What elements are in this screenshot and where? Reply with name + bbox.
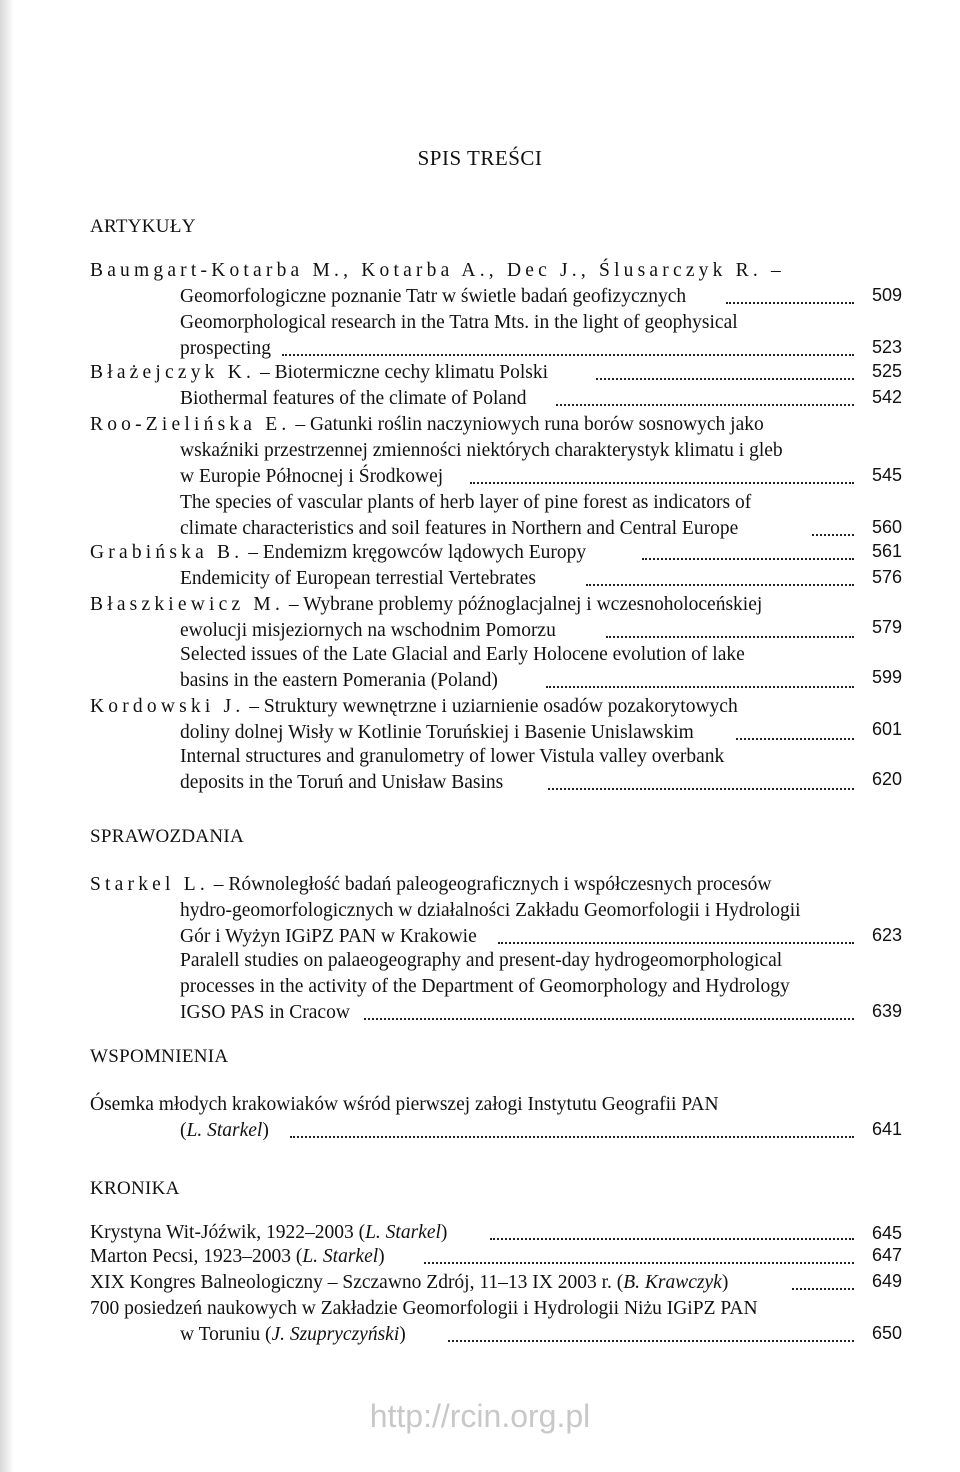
- dot-leader: [448, 1322, 854, 1348]
- page-number: 525: [872, 361, 903, 381]
- article-title-en: prospecting: [180, 338, 271, 359]
- dot-leader: [726, 284, 854, 310]
- dash-separator: –: [255, 362, 275, 383]
- memory-title: Ósemka młodych krakowiaków wśród pierwszej załogi Instytutu Geografii PAN: [90, 1094, 719, 1115]
- dot-leader: [470, 464, 854, 490]
- article-title-en: Geomorphological research in the Tatra Mts. in the light of geophysical: [180, 312, 738, 333]
- article-title-pl: Endemizm kręgowców lądowych Europy: [262, 542, 587, 563]
- paren-close: ): [399, 1324, 406, 1345]
- dot-leader: [282, 336, 854, 362]
- section-heading-reports: SPRAWOZDANIA: [90, 826, 245, 847]
- page-number: 601: [872, 719, 903, 739]
- article-title-en: Biothermal features of the climate of Poland: [180, 388, 527, 409]
- report-entry: [90, 872, 772, 898]
- paren-open: (: [180, 1120, 187, 1141]
- page-number: 599: [872, 667, 903, 687]
- author-names: Błaszkiewicz M.: [90, 594, 285, 615]
- dash-separator: –: [761, 260, 785, 281]
- page-number: 641: [872, 1119, 903, 1139]
- chronicle-entry: 700 posiedzeń naukowych w Zakładzie Geomorfologii i Hydrologii Niżu IGiPZ PAN: [90, 1298, 758, 1319]
- dot-leader: [792, 1270, 854, 1296]
- article-title-en: climate characteristics and soil features in Northern and Central Europe: [180, 518, 739, 539]
- dot-leader: [642, 540, 854, 566]
- article-title-pl: Biotermiczne cechy klimatu Polski: [274, 362, 549, 383]
- page-number: 650: [872, 1323, 903, 1343]
- paren-close: ): [262, 1120, 269, 1141]
- report-title-pl: Równoległość badań paleogeograficznych i współczesnych procesów: [228, 874, 772, 895]
- page-number: 649: [872, 1271, 903, 1291]
- dash-separator: –: [290, 414, 310, 435]
- section-heading-memories: WSPOMNIENIA: [90, 1046, 229, 1067]
- author-names: Starkel L.: [90, 874, 209, 895]
- chronicle-entry-continuation: [180, 1322, 406, 1348]
- page-number: 561: [872, 541, 903, 561]
- report-title-pl: hydro-geomorfologicznych w działalności Zakładu Geomorfologii i Hydrologii: [180, 900, 801, 921]
- author-names: B. Krawczyk: [623, 1272, 722, 1293]
- page-number: 620: [872, 769, 903, 789]
- article-title-en: Endemicity of European terrestial Vertebrates: [180, 568, 536, 589]
- page-number: 579: [872, 617, 903, 637]
- entry-text: Marton Pecsi, 1923–2003 (: [90, 1246, 303, 1267]
- scan-edge-shadow: [0, 0, 14, 1472]
- memory-author-line: [180, 1118, 269, 1144]
- dot-leader: [556, 386, 854, 412]
- dot-leader: [546, 668, 854, 694]
- author-names: L. Starkel: [365, 1222, 441, 1243]
- dash-separator: –: [284, 594, 304, 615]
- author-names: L. Starkel: [186, 1120, 263, 1141]
- article-entry: [90, 412, 764, 438]
- page-number: 523: [872, 337, 903, 357]
- page-title: SPIS TREŚCI: [417, 146, 543, 170]
- dot-leader: [490, 1220, 854, 1246]
- page-number: 576: [872, 567, 903, 587]
- entry-text: Krystyna Wit-Jóźwik, 1922–2003 (: [90, 1222, 366, 1243]
- page-number: 542: [872, 387, 903, 407]
- article-title-pl: ewolucji misjeziornych na wschodnim Pomorzu: [180, 620, 556, 641]
- article-entry: [90, 540, 586, 566]
- dot-leader: [606, 618, 854, 644]
- dot-leader: [498, 924, 854, 950]
- entry-text: XIX Kongres Balneologiczny – Szczawno Zdrój, 11–13 IX 2003 r. (: [90, 1272, 624, 1293]
- article-title-pl: wskaźniki przestrzennej zmienności niektórych charakterystyk klimatu i gleb: [180, 440, 783, 461]
- dot-leader: [548, 770, 854, 796]
- article-entry: [90, 694, 738, 720]
- page-number: 645: [872, 1223, 903, 1243]
- entry-text: w Toruniu (: [180, 1324, 272, 1345]
- article-entry: [90, 360, 548, 386]
- report-title-en: processes in the activity of the Department of Geomorphology and Hydrology: [180, 976, 790, 997]
- dot-leader: [290, 1118, 854, 1144]
- dot-leader: [812, 516, 854, 542]
- article-title-en: Selected issues of the Late Glacial and Early Holocene evolution of lake: [180, 644, 745, 665]
- article-title-en: Internal structures and granulometry of lower Vistula valley overbank: [180, 746, 725, 767]
- chronicle-entry: [90, 1270, 728, 1296]
- report-title-en: IGSO PAS in Cracow: [180, 1002, 350, 1023]
- dash-separator: –: [243, 542, 263, 563]
- page-number: 560: [872, 517, 903, 537]
- section-heading-articles: ARTYKUŁY: [90, 216, 196, 237]
- page-number: 647: [872, 1245, 903, 1265]
- article-entry: [90, 592, 762, 618]
- article-title-pl: Struktury wewnętrzne i uziarnienie osadów pozakorytowych: [263, 696, 738, 717]
- dot-leader: [736, 720, 854, 746]
- section-heading-chronicle: KRONIKA: [90, 1178, 180, 1199]
- article-title-en: deposits in the Toruń and Unisław Basins: [180, 772, 504, 793]
- article-title-pl: doliny dolnej Wisły w Kotlinie Toruńskiej i Basenie Unislawskim: [180, 722, 694, 743]
- author-names: Błażejczyk K.: [90, 362, 256, 383]
- dot-leader: [424, 1244, 854, 1270]
- chronicle-entry: [90, 1220, 447, 1246]
- dash-separator: –: [244, 696, 264, 717]
- author-names: J. Szupryczyński: [271, 1324, 400, 1345]
- dot-leader: [364, 1000, 854, 1026]
- page-number: 639: [872, 1001, 903, 1021]
- source-watermark: http://rcin.org.pl: [369, 1398, 591, 1434]
- article-title-pl: Geomorfologiczne poznanie Tatr w świetle badań geofizycznych: [180, 286, 687, 307]
- page-number: 509: [872, 285, 903, 305]
- dot-leader: [586, 566, 854, 592]
- author-names: Roo-Zielińska E.: [90, 414, 291, 435]
- paren-close: ): [721, 1272, 729, 1293]
- dot-leader: [596, 360, 854, 386]
- author-names: Grabińska B.: [90, 542, 244, 563]
- author-names: L. Starkel: [302, 1246, 379, 1267]
- chronicle-entry: [90, 1244, 385, 1270]
- paren-close: ): [378, 1246, 385, 1267]
- page-number: 545: [872, 465, 903, 485]
- author-names: Kordowski J.: [90, 696, 245, 717]
- dash-separator: –: [208, 874, 229, 895]
- report-title-pl: Gór i Wyżyn IGiPZ PAN w Krakowie: [180, 926, 477, 947]
- article-title-en: basins in the eastern Pomerania (Poland): [180, 670, 498, 691]
- author-names: Baumgart-Kotarba M., Kotarba A., Dec J., Ślusarczyk R.: [90, 260, 762, 281]
- article-title-pl: Wybrane problemy późnoglacjalnej i wczesnoholoceńskiej: [303, 594, 763, 615]
- article-title-pl: Gatunki roślin naczyniowych runa borów sosnowych jako: [309, 414, 764, 435]
- report-title-en: Paralell studies on palaeogeography and present-day hydrogeomorphological: [180, 950, 783, 971]
- page-number: 623: [872, 925, 903, 945]
- article-title-en: The species of vascular plants of herb layer of pine forest as indicators of: [180, 492, 752, 513]
- article-authors: [90, 258, 785, 284]
- paren-close: ): [440, 1222, 448, 1243]
- article-title-pl: w Europie Północnej i Środkowej: [180, 466, 444, 487]
